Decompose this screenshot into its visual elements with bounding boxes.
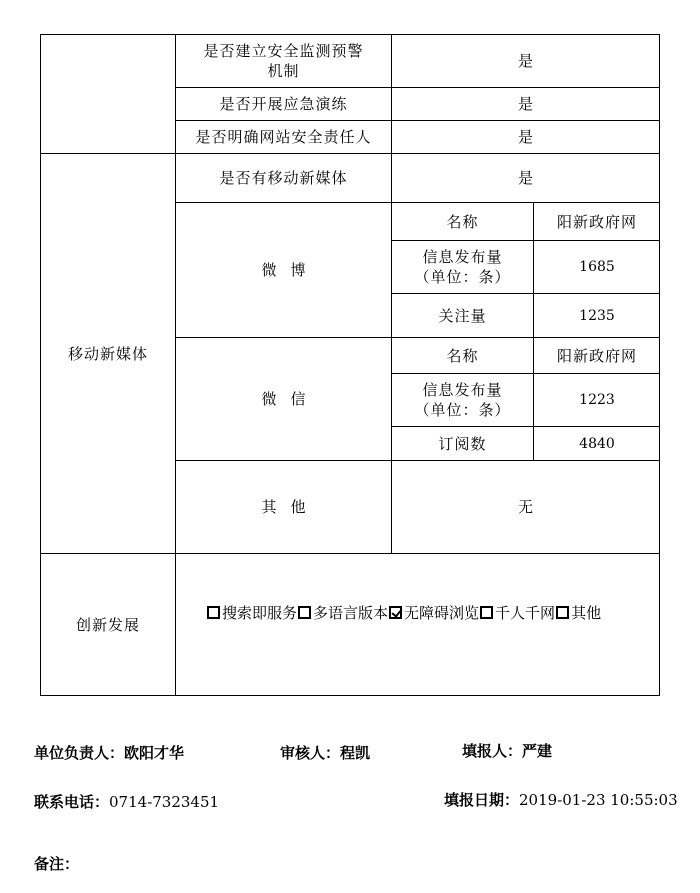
weibo-posts-label (392, 241, 533, 293)
filler-value: 严建 (522, 742, 553, 760)
option-accessibility-label: 无障碍浏览 (404, 603, 480, 622)
other-label: 其他 (261, 498, 320, 516)
phone-label: 联系电话： (34, 793, 110, 811)
monitoring-value: 是 (517, 52, 534, 70)
wechat-posts-value: 1223 (579, 392, 615, 408)
weibo-label: 微博 (261, 261, 320, 279)
wechat-name-value: 阳新政府网 (556, 346, 637, 365)
responsible-value: 是 (517, 128, 534, 146)
unit-head-label: 单位负责人： (34, 744, 125, 762)
notes (34, 853, 79, 874)
contact-phone (34, 791, 219, 812)
filler (462, 740, 552, 761)
option-personalized-label: 千人千网 (495, 603, 556, 622)
wechat-label: 微信 (261, 390, 320, 408)
reviewer-value: 程凯 (340, 744, 371, 762)
checkbox-accessibility[interactable] (389, 606, 402, 619)
wechat-subscribers-value: 4840 (579, 435, 615, 452)
phone-value: 0714-7323451 (109, 793, 220, 811)
fill-date (444, 789, 678, 810)
filler-label: 填报人： (462, 742, 523, 760)
checkbox-personalized[interactable] (480, 606, 493, 619)
drill-value: 是 (517, 95, 534, 113)
wechat-posts-label-line1: 信息发布量 (422, 381, 503, 399)
wechat-name-label: 名称 (446, 346, 479, 365)
wechat-posts-label (392, 374, 533, 426)
weibo-name-value: 阳新政府网 (556, 212, 637, 231)
weibo-posts-value: 1685 (579, 259, 615, 275)
unit-head-value: 欧阳才华 (124, 744, 185, 762)
option-other-label: 其他 (571, 603, 602, 622)
monitoring-label-line1: 是否建立安全监测预警 (203, 42, 364, 60)
weibo-posts-label-line1: 信息发布量 (422, 248, 503, 266)
drill-label: 是否开展应急演练 (219, 95, 348, 113)
checkbox-search-service[interactable] (207, 606, 220, 619)
wechat-posts-label-line2: （单位：条） (414, 401, 511, 419)
responsible-label: 是否明确网站安全责任人 (195, 128, 372, 146)
innovation-section-label: 创新发展 (75, 616, 140, 634)
option-search-service-label: 搜索即服务 (222, 603, 298, 622)
checkbox-multilingual[interactable] (298, 606, 311, 619)
reviewer-label: 审核人： (280, 744, 341, 762)
weibo-posts-label-line2: （单位：条） (414, 268, 511, 286)
notes-label: 备注： (34, 855, 80, 873)
reviewer (280, 742, 370, 763)
monitoring-label-line2: 机制 (267, 62, 300, 80)
has-media-label: 是否有移动新媒体 (219, 169, 348, 187)
date-label: 填报日期： (444, 791, 520, 809)
weibo-name-label: 名称 (446, 212, 479, 231)
monitoring-label (176, 35, 391, 87)
weibo-followers-label: 关注量 (438, 306, 487, 325)
innovation-options (206, 600, 601, 624)
media-section-label: 移动新媒体 (67, 344, 148, 363)
other-value: 无 (517, 498, 534, 516)
wechat-subscribers-label: 订阅数 (438, 434, 487, 453)
has-media-value: 是 (517, 169, 534, 187)
option-multilingual-label: 多语言版本 (313, 603, 389, 622)
checkbox-other[interactable] (556, 606, 569, 619)
unit-head (34, 742, 184, 763)
date-value: 2019-01-23 10:55:03 (519, 791, 678, 809)
weibo-followers-value: 1235 (579, 307, 615, 324)
